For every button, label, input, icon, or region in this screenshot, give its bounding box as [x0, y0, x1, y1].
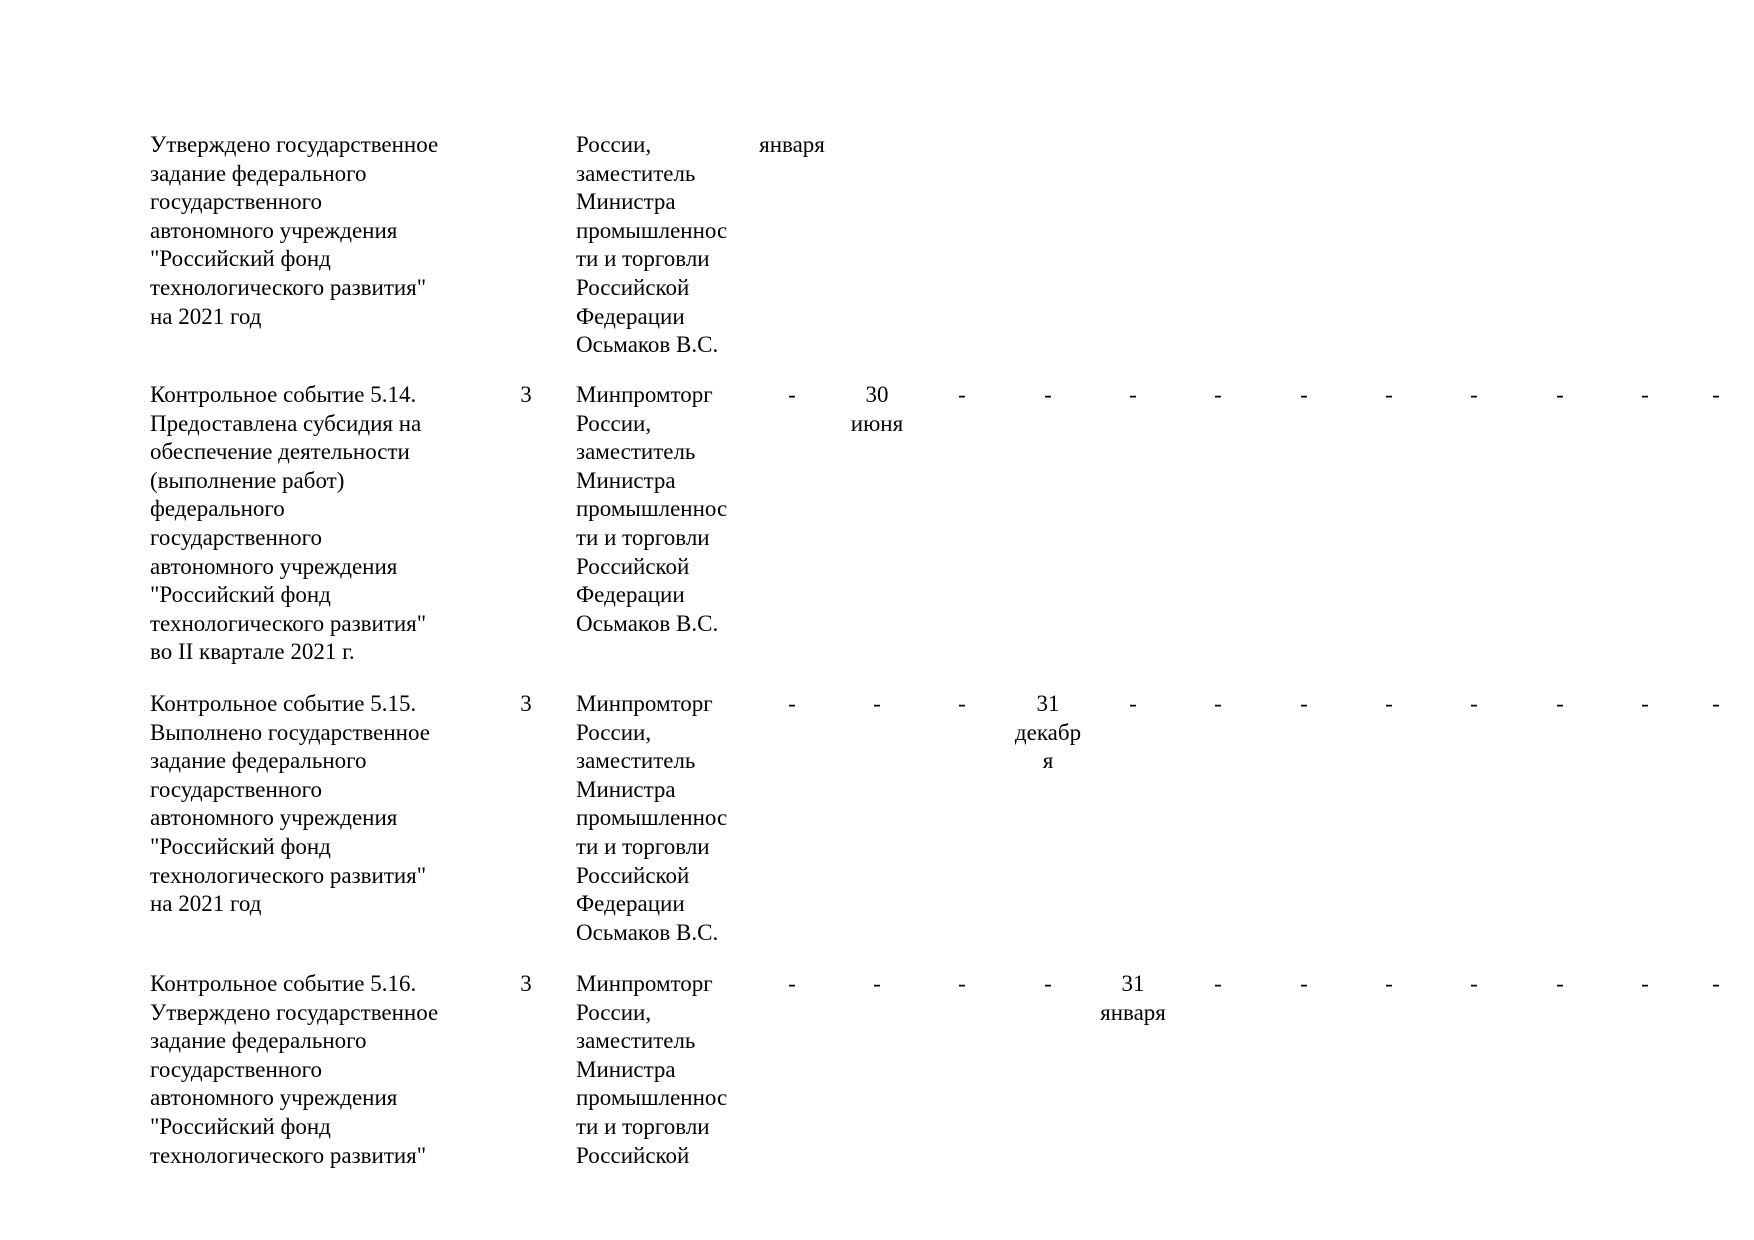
period-cell: - — [873, 971, 881, 996]
period-cell: - — [1300, 691, 1308, 716]
responsible-person: России, заместитель Министра промышленнос ти и торговли Российской Федерации Осьмаков В.С. — [576, 132, 728, 358]
period-cell: - — [958, 691, 966, 716]
event-number: 3 — [520, 971, 532, 996]
responsible-person: Минпромторг России, заместитель Министра промышленнос ти и торговли Российской — [576, 971, 728, 1168]
period-cell: - — [1712, 971, 1720, 996]
responsible-person: Минпромторг России, заместитель Министра промышленнос ти и торговли Российской Федерации Осьмаков В.С. — [576, 382, 728, 636]
period-cell: - — [1300, 382, 1308, 407]
period-cell: - — [788, 971, 796, 996]
period-cell: - — [1470, 971, 1478, 996]
period-cell: - — [1214, 971, 1222, 996]
event-number: 3 — [520, 691, 532, 716]
period-cell: - — [1214, 382, 1222, 407]
period-cell: - — [1385, 971, 1393, 996]
period-cell: - — [1129, 382, 1137, 407]
event-description: Утверждено государственное задание федерального государственного автономного учреждения "Российский фонд технологического развития" на 2021 год — [150, 132, 439, 329]
period-cell: - — [1556, 971, 1564, 996]
period-cell: 31 декабр я — [1014, 691, 1082, 774]
period-cell: 30 июня — [850, 382, 904, 436]
period-cell: - — [788, 691, 796, 716]
event-description: Контрольное событие 5.16. Утверждено государственное задание федерального государственного автономного учреждения "Российский фонд технологического развития" — [150, 971, 439, 1168]
period-cell: - — [1556, 691, 1564, 716]
period-cell: - — [1044, 971, 1052, 996]
period-cell: - — [1712, 382, 1720, 407]
period-cell: - — [788, 382, 796, 407]
period-cell: - — [1385, 382, 1393, 407]
event-number: 3 — [520, 382, 532, 407]
period-cell: - — [1385, 691, 1393, 716]
event-description: Контрольное событие 5.14. Предоставлена субсидия на обеспечение деятельности (выполнение работ) федерального государственного автономного учреждения "Российский фонд технологического развития" во II квартале 2021 г. — [150, 382, 427, 665]
period-cell: января — [759, 132, 825, 157]
period-cell: - — [1044, 382, 1052, 407]
period-cell: - — [1129, 691, 1137, 716]
period-cell: - — [958, 971, 966, 996]
period-cell: - — [1470, 691, 1478, 716]
period-cell: - — [1214, 691, 1222, 716]
period-cell: 31 января — [1100, 971, 1166, 1025]
period-cell: - — [1712, 691, 1720, 716]
period-cell: - — [873, 691, 881, 716]
period-cell: - — [958, 382, 966, 407]
event-description: Контрольное событие 5.15. Выполнено государственное задание федерального государственного автономного учреждения "Российский фонд технологического развития" на 2021 год — [150, 691, 430, 917]
period-cell: - — [1300, 971, 1308, 996]
responsible-person: Минпромторг России, заместитель Министра промышленнос ти и торговли Российской Федерации Осьмаков В.С. — [576, 691, 728, 945]
period-cell: - — [1470, 382, 1478, 407]
period-cell: - — [1641, 971, 1649, 996]
period-cell: - — [1556, 382, 1564, 407]
period-cell: - — [1641, 691, 1649, 716]
period-cell: - — [1641, 382, 1649, 407]
